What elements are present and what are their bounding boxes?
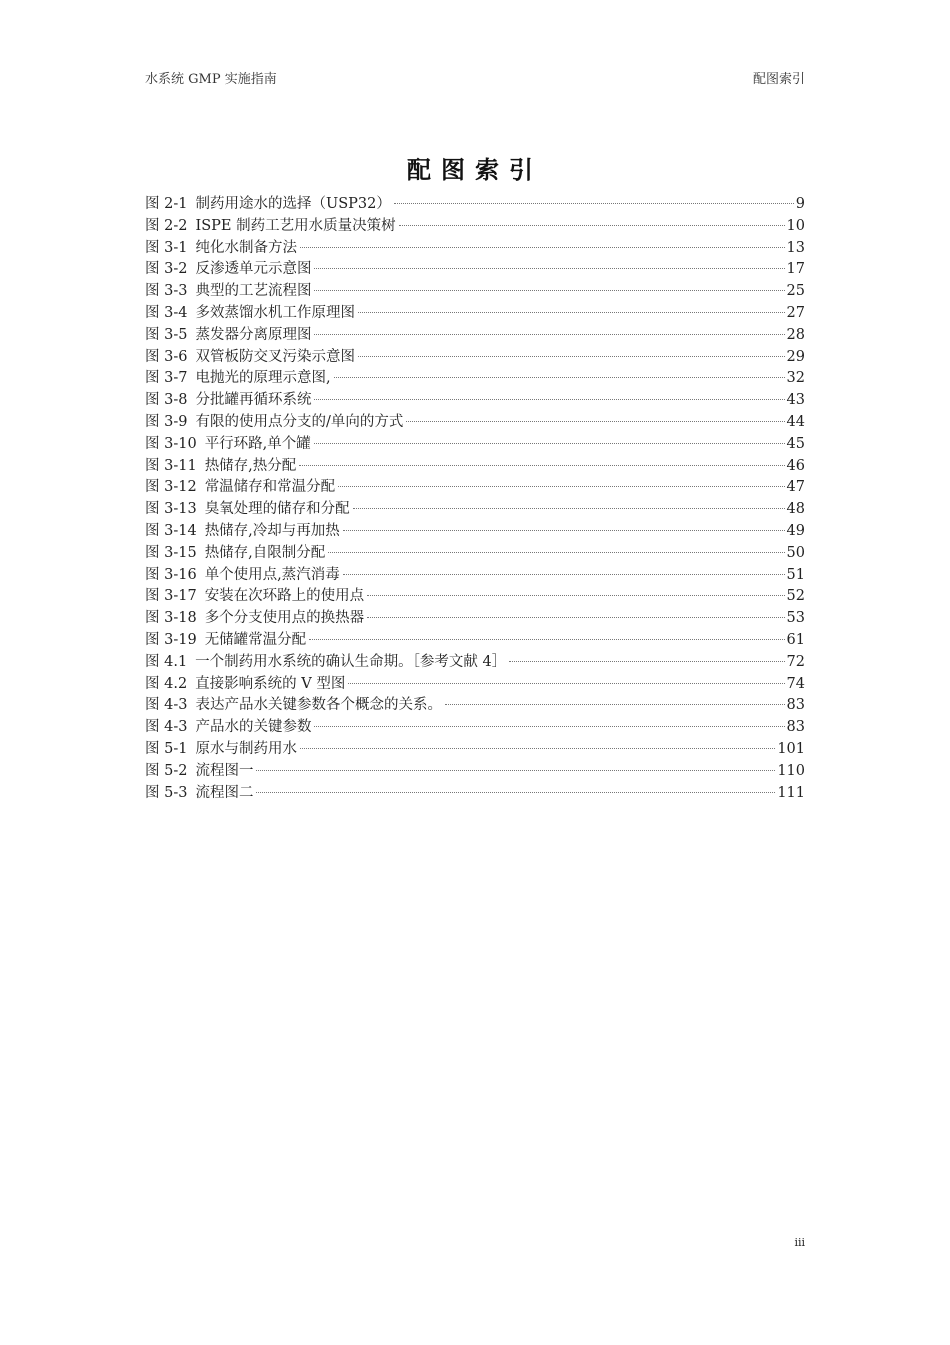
- entry-title: 原水与制药用水: [195, 740, 297, 757]
- entry-figure-label: 图 4-3: [145, 697, 188, 714]
- index-entry[interactable]: [145, 759, 805, 781]
- index-entry[interactable]: [145, 388, 805, 410]
- dot-leader: [328, 552, 784, 553]
- index-entry[interactable]: [145, 650, 805, 672]
- index-entry[interactable]: [145, 693, 805, 715]
- entry-page-number: 44: [786, 413, 805, 430]
- dot-leader: [309, 639, 784, 640]
- entry-title: 流程图一: [195, 762, 254, 779]
- entry-figure-label: 图 3-15: [145, 544, 197, 561]
- entry-title: 热储存,自限制分配: [204, 544, 326, 561]
- entry-figure-label: 图 2-2: [145, 217, 188, 234]
- entry-title: 热储存,冷却与再加热: [204, 522, 340, 539]
- entry-title: 无储罐常温分配: [204, 631, 307, 648]
- entry-page-number: 111: [777, 784, 805, 801]
- entry-title: 电抛光的原理示意图,: [195, 370, 331, 387]
- entry-figure-label: 图 3-19: [145, 631, 197, 648]
- dot-leader: [256, 792, 775, 793]
- entry-figure-label: 图 5-3: [145, 784, 188, 801]
- entry-figure-label: 图 3-2: [145, 261, 188, 278]
- entry-figure-label: 图 3-7: [145, 370, 188, 387]
- index-entry[interactable]: [145, 236, 805, 258]
- dot-leader: [300, 247, 785, 248]
- entry-page-number: 27: [786, 304, 805, 321]
- dot-leader: [300, 748, 775, 749]
- dot-leader: [314, 290, 784, 291]
- index-entry[interactable]: [145, 257, 805, 279]
- dot-leader: [314, 443, 785, 444]
- entry-page-number: 29: [786, 348, 805, 365]
- index-entry[interactable]: [145, 584, 805, 606]
- entry-page-number: 110: [777, 762, 805, 779]
- index-entry[interactable]: [145, 606, 805, 628]
- entry-page-number: 25: [786, 283, 805, 300]
- index-entry[interactable]: [145, 214, 805, 236]
- entry-page-number: 48: [786, 501, 805, 518]
- entry-title: 一个制药用水系统的确认生命期。［参考文献 4］: [195, 653, 507, 670]
- entry-page-number: 83: [786, 719, 805, 736]
- entry-page-number: 28: [786, 326, 805, 343]
- entry-figure-label: 图 4.2: [145, 675, 188, 692]
- entry-page-number: 49: [786, 522, 805, 539]
- dot-leader: [509, 661, 784, 662]
- index-entry[interactable]: [145, 323, 805, 345]
- entry-title: 热储存,热分配: [204, 457, 297, 474]
- dot-leader: [394, 203, 794, 204]
- entry-title: 产品水的关键参数: [195, 719, 312, 736]
- dot-leader: [367, 595, 784, 596]
- index-entry[interactable]: [145, 781, 805, 803]
- entry-page-number: 61: [786, 631, 805, 648]
- dot-leader: [358, 356, 785, 357]
- dot-leader: [343, 574, 785, 575]
- entry-page-number: 9: [795, 196, 805, 212]
- dot-leader: [399, 225, 785, 226]
- entry-page-number: 51: [786, 566, 805, 583]
- entry-page-number: 13: [786, 239, 805, 256]
- entry-title: 多个分支使用点的换热器: [204, 610, 365, 627]
- entry-page-number: 53: [786, 610, 805, 627]
- entry-title: 典型的工艺流程图: [195, 283, 312, 300]
- dot-leader: [445, 704, 785, 705]
- entry-title: 多效蒸馏水机工作原理图: [195, 304, 355, 321]
- index-entry[interactable]: [145, 192, 805, 214]
- dot-leader: [348, 683, 784, 684]
- entry-page-number: 17: [786, 261, 805, 278]
- entry-title: ISPE 制药工艺用水质量决策树: [195, 217, 396, 234]
- entry-figure-label: 图 3-11: [145, 457, 197, 474]
- index-entry[interactable]: [145, 432, 805, 454]
- dot-leader: [338, 486, 784, 487]
- entry-figure-label: 图 2-1: [145, 196, 188, 212]
- entry-page-number: 72: [786, 653, 805, 670]
- entry-figure-label: 图 3-14: [145, 522, 197, 539]
- index-entry[interactable]: [145, 672, 805, 694]
- entry-figure-label: 图 3-8: [145, 392, 188, 409]
- dot-leader: [353, 508, 785, 509]
- entry-title: 臭氧处理的储存和分配: [204, 501, 350, 518]
- dot-leader: [314, 268, 784, 269]
- entry-figure-label: 图 3-16: [145, 566, 197, 583]
- entry-figure-label: 图 3-3: [145, 283, 188, 300]
- entry-title: 分批罐再循环系统: [195, 392, 312, 409]
- dot-leader: [367, 617, 784, 618]
- entry-figure-label: 图 3-18: [145, 610, 197, 627]
- entry-figure-label: 图 4.1: [145, 653, 188, 670]
- dot-leader: [299, 465, 784, 466]
- entry-figure-label: 图 5-2: [145, 762, 188, 779]
- page-number: iii: [794, 1236, 805, 1249]
- entry-figure-label: 图 3-5: [145, 326, 188, 343]
- entry-figure-label: 图 3-6: [145, 348, 188, 365]
- index-entry[interactable]: [145, 366, 805, 388]
- figure-index-list: [145, 192, 805, 802]
- entry-title: 有限的使用点分支的/单向的方式: [195, 413, 404, 430]
- index-entry[interactable]: [145, 497, 805, 519]
- dot-leader: [406, 421, 784, 422]
- header-section-title: 配图索引: [752, 72, 805, 87]
- entry-page-number: 43: [786, 392, 805, 409]
- entry-title: 常温储存和常温分配: [204, 479, 336, 496]
- index-entry[interactable]: [145, 628, 805, 650]
- index-entry[interactable]: [145, 519, 805, 541]
- entry-page-number: 101: [777, 740, 805, 757]
- index-entry[interactable]: [145, 345, 805, 367]
- dot-leader: [334, 377, 785, 378]
- dot-leader: [314, 726, 784, 727]
- dot-leader: [358, 312, 785, 313]
- entry-page-number: 83: [786, 697, 805, 714]
- index-entry[interactable]: [145, 541, 805, 563]
- index-entry[interactable]: [145, 454, 805, 476]
- dot-leader: [256, 770, 775, 771]
- dot-leader: [314, 399, 784, 400]
- entry-title: 平行环路,单个罐: [204, 435, 311, 452]
- index-entry[interactable]: [145, 563, 805, 585]
- entry-figure-label: 图 3-4: [145, 304, 188, 321]
- entry-figure-label: 图 3-1: [145, 239, 188, 256]
- index-entry[interactable]: [145, 715, 805, 737]
- entry-page-number: 50: [786, 544, 805, 561]
- entry-page-number: 10: [786, 217, 805, 234]
- entry-figure-label: 图 5-1: [145, 740, 188, 757]
- entry-title: 表达产品水关键参数各个概念的关系。: [195, 697, 442, 714]
- index-entry[interactable]: [145, 737, 805, 759]
- header-book-title: 水系统 GMP 实施指南: [145, 72, 277, 87]
- index-entry[interactable]: [145, 301, 805, 323]
- entry-title: 制药用途水的选择（USP32）: [195, 196, 391, 212]
- entry-title: 蒸发器分离原理图: [195, 326, 312, 343]
- dot-leader: [343, 530, 785, 531]
- entry-page-number: 46: [786, 457, 805, 474]
- entry-title: 安装在次环路上的使用点: [204, 588, 365, 605]
- index-entry[interactable]: [145, 279, 805, 301]
- entry-figure-label: 图 3-13: [145, 501, 197, 518]
- dot-leader: [314, 334, 784, 335]
- entry-page-number: 45: [786, 435, 805, 452]
- entry-title: 直接影响系统的 V 型图: [195, 675, 346, 692]
- entry-figure-label: 图 3-12: [145, 479, 197, 496]
- entry-figure-label: 图 3-17: [145, 588, 197, 605]
- entry-title: 纯化水制备方法: [195, 239, 297, 256]
- entry-page-number: 32: [786, 370, 805, 387]
- entry-title: 单个使用点,蒸汽消毒: [204, 566, 340, 583]
- entry-title: 双管板防交叉污染示意图: [195, 348, 355, 365]
- running-header: [145, 68, 805, 87]
- index-entry[interactable]: [145, 410, 805, 432]
- entry-page-number: 74: [786, 675, 805, 692]
- entry-title: 流程图二: [195, 784, 254, 801]
- entry-figure-label: 图 3-10: [145, 435, 197, 452]
- entry-title: 反渗透单元示意图: [195, 261, 312, 278]
- entry-figure-label: 图 3-9: [145, 413, 188, 430]
- entry-page-number: 52: [786, 588, 805, 605]
- page-title: 配图索引: [407, 156, 543, 184]
- entry-page-number: 47: [786, 479, 805, 496]
- entry-figure-label: 图 4-3: [145, 719, 188, 736]
- index-entry[interactable]: [145, 475, 805, 497]
